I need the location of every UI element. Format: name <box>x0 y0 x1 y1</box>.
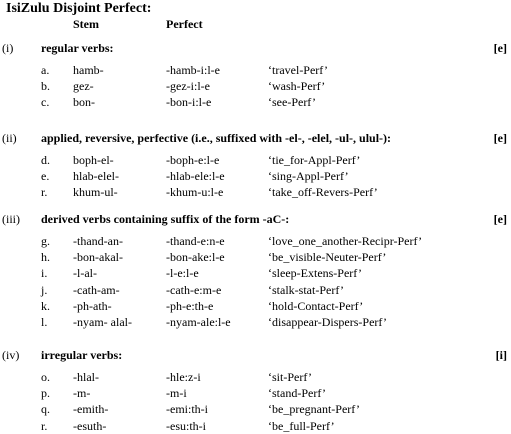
example-stem: -hlal- <box>73 370 99 384</box>
example-letter: p. <box>41 386 50 400</box>
example-perfect: -emi:th-i <box>166 402 208 416</box>
example-letter: q. <box>41 402 50 416</box>
example-perfect: -gez-i:l-e <box>166 79 210 93</box>
example-gloss: ‘be_pregnant-Perf’ <box>268 402 360 416</box>
example-letter: k. <box>41 299 50 313</box>
section-tag: [e] <box>493 131 507 145</box>
example-letter: b. <box>41 79 50 93</box>
example-gloss: ‘sleep-Extens-Perf’ <box>268 266 362 280</box>
example-stem: bon- <box>73 95 95 109</box>
example-stem: -ph-ath- <box>73 299 112 313</box>
section-number: (iv) <box>2 348 20 362</box>
example-perfect: -bon-ake:l-e <box>166 250 225 264</box>
example-gloss: ‘wash-Perf’ <box>268 79 326 93</box>
example-perfect: -nyam-ale:l-e <box>166 315 231 329</box>
example-letter: d. <box>41 153 50 167</box>
example-perfect: -hlab-ele:l-e <box>166 169 225 183</box>
example-stem: -emith- <box>73 402 109 416</box>
example-perfect: -esu:th-i <box>166 419 206 433</box>
example-perfect: -cath-e:m-e <box>166 283 222 297</box>
example-letter: r. <box>41 185 48 199</box>
column-header-perfect: Perfect <box>166 17 203 31</box>
example-perfect: -hle:z-i <box>166 370 201 384</box>
example-letter: g. <box>41 234 50 248</box>
example-stem: -cath-am- <box>73 283 120 297</box>
example-gloss: ‘be_full-Perf’ <box>268 419 335 433</box>
example-letter: r. <box>41 419 48 433</box>
example-stem: hamb- <box>73 63 104 77</box>
section-heading: regular verbs: <box>41 41 114 55</box>
example-stem: -bon-akal- <box>73 250 123 264</box>
example-stem: -l-al- <box>73 266 97 280</box>
example-gloss: ‘hold-Contact-Perf’ <box>268 299 364 313</box>
example-stem: khum-ul- <box>73 185 118 199</box>
example-gloss: ‘tie_for-Appl-Perf’ <box>268 153 361 167</box>
example-gloss: ‘see-Perf’ <box>268 95 316 109</box>
example-perfect: -ph-e:th-e <box>166 299 214 313</box>
example-gloss: ‘sit-Perf’ <box>268 370 312 384</box>
example-stem: -m- <box>73 386 91 400</box>
example-stem: -thand-an- <box>73 234 123 248</box>
section-heading: derived verbs containing suffix of the form -aC-: <box>41 212 290 226</box>
example-stem: boph-el- <box>73 153 114 167</box>
example-gloss: ‘love_one_another-Recipr-Perf’ <box>268 234 423 248</box>
example-gloss: ‘disappear-Dispers-Perf’ <box>268 315 388 329</box>
example-letter: i. <box>41 266 48 280</box>
section-number: (i) <box>2 41 14 55</box>
example-gloss: ‘take_off-Revers-Perf’ <box>268 185 378 199</box>
example-letter: h. <box>41 250 50 264</box>
example-letter: c. <box>41 95 50 109</box>
example-stem: gez- <box>73 79 94 93</box>
section-tag: [i] <box>495 348 507 362</box>
example-gloss: ‘sing-Appl-Perf’ <box>268 169 349 183</box>
section-number: (ii) <box>2 131 17 145</box>
example-letter: l. <box>41 315 48 329</box>
example-stem: -esuth- <box>73 419 107 433</box>
example-letter: a. <box>41 63 50 77</box>
example-gloss: ‘travel-Perf’ <box>268 63 328 77</box>
example-perfect: -l-e:l-e <box>166 266 199 280</box>
section-tag: [e] <box>493 212 507 226</box>
section-heading: irregular verbs: <box>41 348 123 362</box>
example-perfect: -hamb-i:l-e <box>166 63 220 77</box>
example-letter: o. <box>41 370 50 384</box>
example-letter: e. <box>41 169 50 183</box>
section-number: (iii) <box>2 212 20 226</box>
example-perfect: -thand-e:n-e <box>166 234 225 248</box>
example-gloss: ‘be_visible-Neuter-Perf’ <box>268 250 387 264</box>
example-gloss: ‘stand-Perf’ <box>268 386 326 400</box>
example-perfect: -m-i <box>166 386 187 400</box>
example-perfect: -bon-i:l-e <box>166 95 212 109</box>
example-perfect: -boph-e:l-e <box>166 153 220 167</box>
example-letter: j. <box>41 283 48 297</box>
example-gloss: ‘stalk-stat-Perf’ <box>268 283 344 297</box>
example-stem: hlab-elel- <box>73 169 119 183</box>
section-heading: applied, reversive, perfective (i.e., suffixed with -el-, -elel, -ul-, ulul-): <box>41 131 392 145</box>
example-perfect: -khum-u:l-e <box>166 185 224 199</box>
example-stem: -nyam- alal- <box>73 315 132 329</box>
document-title: IsiZulu Disjoint Perfect: <box>6 1 152 16</box>
column-header-stem: Stem <box>73 17 99 31</box>
section-tag: [e] <box>493 41 507 55</box>
